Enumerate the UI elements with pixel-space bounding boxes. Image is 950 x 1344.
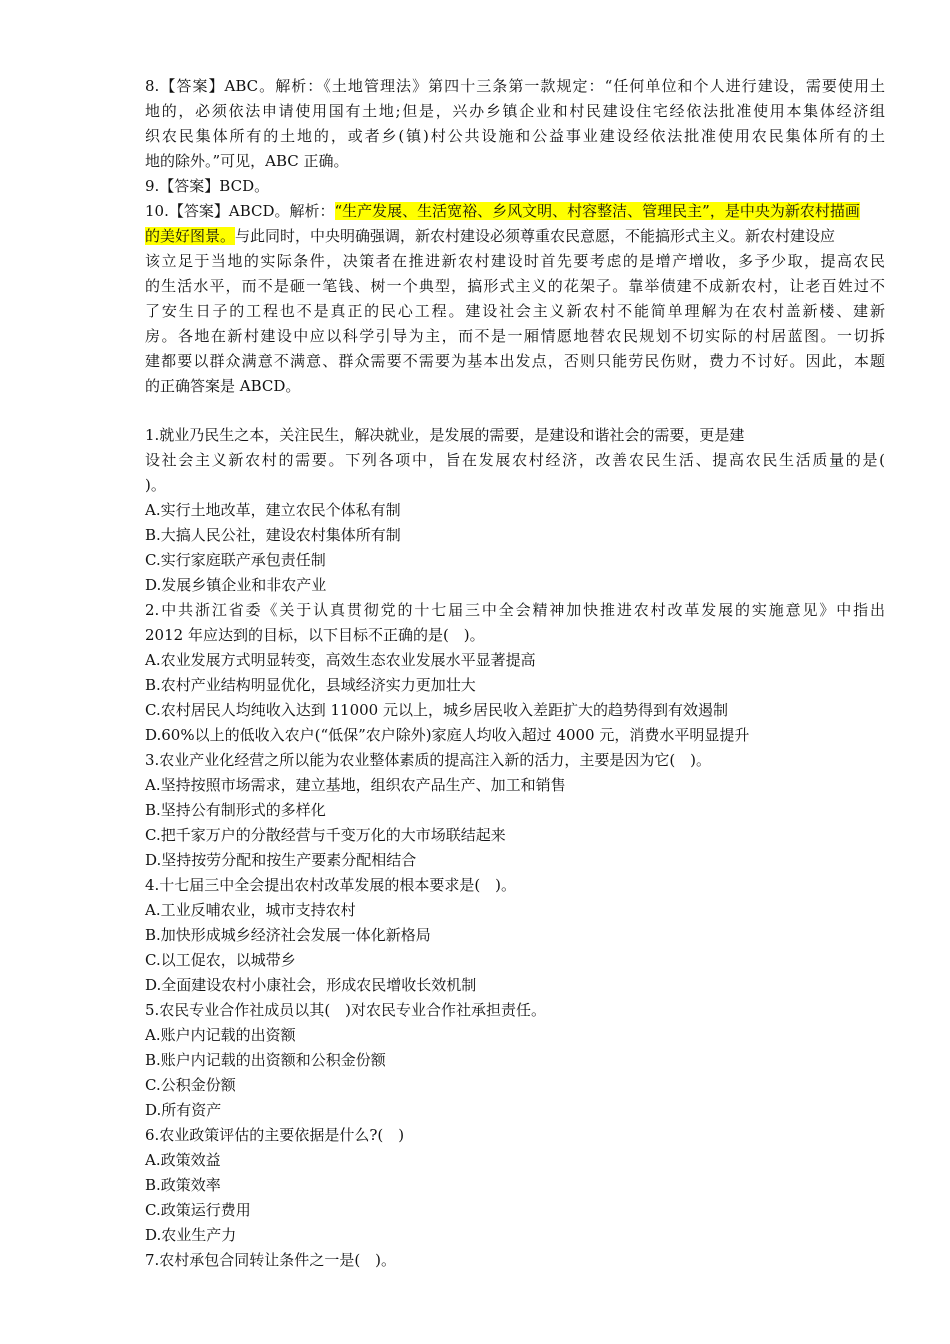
answer-8-line: 地的，必须依法申请使用国有土地;但是，兴办乡镇企业和村民建设住宅经依法批准使用本集体经济组 bbox=[145, 102, 885, 120]
option-line: A.政策效益 bbox=[145, 1151, 221, 1169]
answer-10-text: 与此同时，中央明确强调，新农村建设必须尊重农民意愿，不能搞形式主义。新农村建设应 bbox=[235, 227, 836, 245]
option-line: D.发展乡镇企业和非农产业 bbox=[145, 576, 327, 594]
option-line: A.账户内记载的出资额 bbox=[145, 1026, 296, 1044]
answer-10-prefix: 10.【答案】ABCD。解析： bbox=[145, 202, 335, 220]
question-line: 设社会主义新农村的需要。下列各项中，旨在发展农村经济，改善农民生活、提高农民生活质量的是( bbox=[145, 451, 885, 469]
answer-10-line: 的生活水平，而不是砸一笔钱、树一个典型，搞形式主义的花架子。靠举债建不成新农村，让老百姓过不 bbox=[145, 277, 885, 295]
question-line: 7.农村承包合同转让条件之一是( )。 bbox=[145, 1251, 397, 1269]
option-line: C.把千家万户的分散经营与千变万化的大市场联结起来 bbox=[145, 826, 506, 844]
question-line: 5.农民专业合作社成员以其( )对农民专业合作社承担责任。 bbox=[145, 1001, 547, 1019]
highlighted-text: 的美好图景。 bbox=[145, 227, 236, 245]
answer-10-line: 的正确答案是 ABCD。 bbox=[145, 377, 301, 395]
option-line: D.60%以上的低收入农户(“低保”农户除外)家庭人均收入超过 4000 元，消费水平明显提升 bbox=[145, 726, 750, 744]
option-line: C.农村居民人均纯收入达到 11000 元以上，城乡居民收入差距扩大的趋势得到有效遏制 bbox=[145, 701, 728, 719]
option-line: C.以工促农，以城带乡 bbox=[145, 951, 296, 969]
option-line: B.大搞人民公社，建设农村集体所有制 bbox=[145, 526, 401, 544]
option-line: B.农村产业结构明显优化，县域经济实力更加壮大 bbox=[145, 676, 476, 694]
answer-10-line bbox=[145, 199, 885, 224]
option-line: A.工业反哺农业，城市支持农村 bbox=[145, 901, 356, 919]
option-line: B.政策效率 bbox=[145, 1176, 221, 1194]
option-line: A.坚持按照市场需求，建立基地，组织农产品生产、加工和销售 bbox=[145, 776, 566, 794]
question-line: 1.就业乃民生之本，关注民生，解决就业，是发展的需要，是建设和谐社会的需要，更是建 bbox=[145, 426, 745, 444]
option-line: B.账户内记载的出资额和公积金份额 bbox=[145, 1051, 386, 1069]
option-line: B.坚持公有制形式的多样化 bbox=[145, 801, 326, 819]
question-line: 2012 年应达到的目标，以下目标不正确的是( )。 bbox=[145, 626, 485, 644]
answer-10 bbox=[145, 199, 885, 399]
answer-10-line bbox=[145, 224, 885, 249]
option-line: C.公积金份额 bbox=[145, 1076, 236, 1094]
question-list bbox=[145, 423, 885, 1273]
option-line: A.实行土地改革，建立农民个体私有制 bbox=[145, 501, 401, 519]
answer-8 bbox=[145, 74, 885, 174]
option-line: A.农业发展方式明显转变，高效生态农业发展水平显著提高 bbox=[145, 651, 536, 669]
answer-10-line: 了安生日子的工程也不是真正的民心工程。建设社会主义新农村不能简单理解为在农村盖新楼、建新 bbox=[145, 302, 885, 320]
option-line: D.坚持按劳分配和按生产要素分配相结合 bbox=[145, 851, 417, 869]
question-line: 4.十七届三中全会提出农村改革发展的根本要求是( )。 bbox=[145, 876, 517, 894]
answer-9: 9.【答案】BCD。 bbox=[145, 177, 270, 195]
option-line: D.全面建设农村小康社会，形成农民增收长效机制 bbox=[145, 976, 477, 994]
option-line: D.所有资产 bbox=[145, 1101, 222, 1119]
option-line: C.政策运行费用 bbox=[145, 1201, 251, 1219]
answer-8-line: 织农民集体所有的土地的，或者乡(镇)村公共设施和公益事业建设经依法批准使用农民集体所有的土 bbox=[145, 127, 885, 145]
option-line: C.实行家庭联产承包责任制 bbox=[145, 551, 326, 569]
option-line: B.加快形成城乡经济社会发展一体化新格局 bbox=[145, 926, 431, 944]
question-line: 6.农业政策评估的主要依据是什么?( ) bbox=[145, 1126, 405, 1144]
answer-8-line: 地的除外。”可见，ABC 正确。 bbox=[145, 152, 349, 170]
question-line: 3.农业产业化经营之所以能为农业整体素质的提高注入新的活力，主要是因为它( )。 bbox=[145, 751, 712, 769]
section-gap bbox=[145, 399, 885, 423]
answer-10-line: 建都要以群众满意不满意、群众需要不需要为基本出发点，否则只能劳民伤财，费力不讨好。因此，本题 bbox=[145, 352, 885, 370]
option-line: D.农业生产力 bbox=[145, 1226, 237, 1244]
answer-10-line: 房。各地在新村建设中应以科学引导为主，而不是一厢情愿地替农民规划不切实际的村居蓝图。一切拆 bbox=[145, 327, 885, 345]
question-line: )。 bbox=[145, 476, 166, 494]
answer-10-line: 该立足于当地的实际条件，决策者在推进新农村建设时首先要考虑的是增产增收，多予少取，提高农民 bbox=[145, 252, 885, 270]
document-page bbox=[145, 74, 885, 1273]
highlighted-text: “生产发展、生活宽裕、乡风文明、村容整洁、管理民主”，是中央为新农村描画 bbox=[334, 202, 860, 220]
answer-8-line: 8.【答案】ABC。解析：《土地管理法》第四十三条第一款规定：“任何单位和个人进行建设，需要使用土 bbox=[145, 77, 885, 95]
question-line: 2.中共浙江省委《关于认真贯彻党的十七届三中全会精神加快推进农村改革发展的实施意见》中指出 bbox=[145, 601, 885, 619]
